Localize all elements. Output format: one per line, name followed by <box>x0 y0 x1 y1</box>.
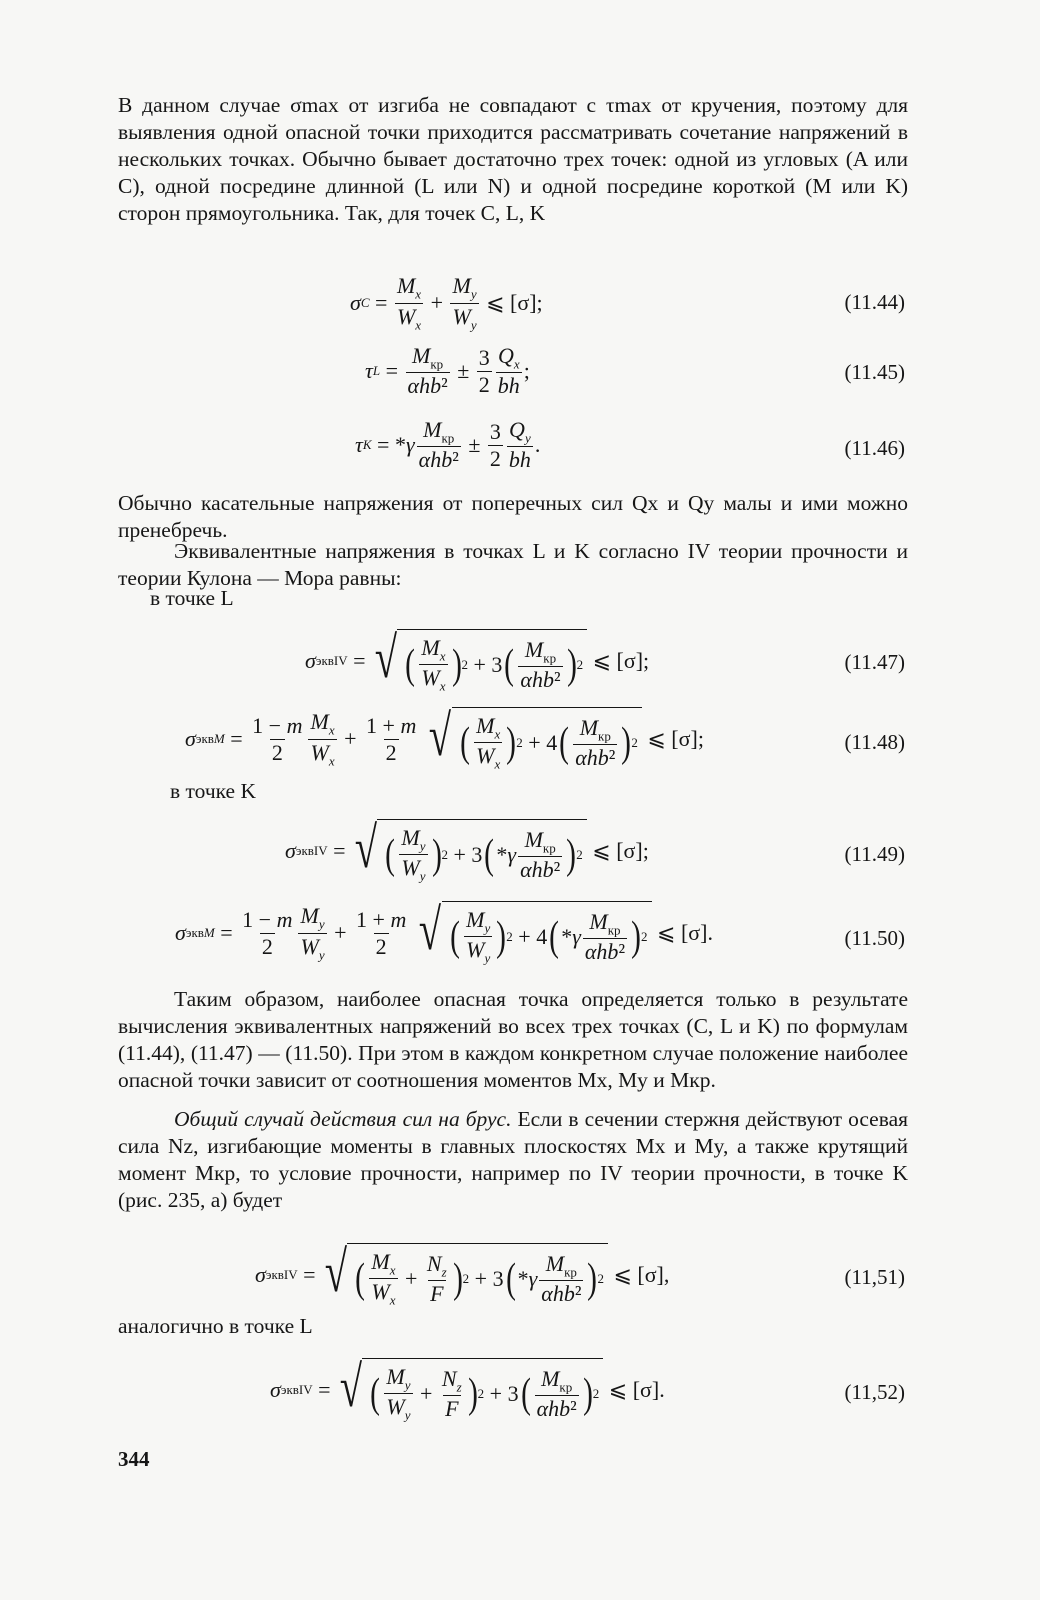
equation-number: (11.48) <box>844 730 905 754</box>
equation-11-51: σ эквIV = √ ( $M_x$ $W_x$ + $N_z$ F ) 2 + 3 ( * γ $M_{кр}$ αhb² ) 2 ⩽ [σ], <box>255 1238 670 1308</box>
equation-number: (11.45) <box>844 360 905 384</box>
run-in-heading: Общий случай действия сил на брус. <box>174 1107 512 1131</box>
paragraph-conclusion: Таким образом, наиболее опасная точка определяется только в результате вычисления эквивалентных напряжений во всех трех точках (C, L и K) по формулам (11.44), (11.47) — (11.50). При этом в каждом конкретном случае положение наиболее опасной точки зависит от соотношения моментов Mx, My и Mкр. <box>118 987 908 1092</box>
equation-11-49: σ эквIV = √ ( $M_y$ $W_y$ ) 2 + 3 ( * γ $M_{кр}$ αhb² ) 2 ⩽ [σ]; <box>285 814 649 884</box>
label-point-k: в точке K <box>170 779 256 803</box>
label-point-l: в точке L <box>150 586 234 610</box>
equation-number: (11,52) <box>844 1380 905 1404</box>
equation-11-44: σ C = $M_x$ $W_x$ + $M_y$ $W_y$ ⩽ [σ]; <box>350 273 543 332</box>
equation-number: (11.50) <box>844 926 905 950</box>
paragraph-equivalent: Эквивалентные напряжения в точках L и K согласно IV теории прочности и теории Кулона — Мора равны: <box>118 539 908 590</box>
equation-11-45: τ L = $M_{кр}$ αhb² ± 3 2 $Q_x$ bh ; <box>365 343 530 399</box>
equation-number: (11,51) <box>844 1265 905 1289</box>
equation-number: (11.44) <box>844 290 905 314</box>
paragraph-shear-note: Обычно касательные напряжения от поперечных сил Qx и Qy малы и ими можно пренебречь. <box>118 491 908 542</box>
equation-11-48: σ эквM = 1 − m 2 $M_x$ $W_x$ + 1 + m 2 √ ( $M_x$ $W_x$ ) 2 + 4 ( $M_{кр}$ αhb² ) 2 ⩽ [σ]; <box>185 702 704 772</box>
equation-number: (11.49) <box>844 842 905 866</box>
paragraph-intro: В данном случае σmax от изгиба не совпадают с τmax от кручения, поэтому для выявления одной опасной точки приходится рассматривать сочетание напряжений в нескольких точках. Обычно бывает достаточно трех точек: одной из угловых (A или C), одной посредине длинной (L или N) и одной посредине короткой (M или K) сторон прямоугольника. Так, для точек C, L, K <box>118 93 908 225</box>
equation-11-47: σ эквIV = √ ( $M_x$ $W_x$ ) 2 + 3 ( $M_{кр}$ αhb² ) 2 ⩽ [σ]; <box>305 624 650 694</box>
equation-number: (11.46) <box>844 436 905 460</box>
equation-11-52: σ эквIV = √ ( $M_y$ $W_y$ + $N_z$ F ) 2 + 3 ( $M_{кр}$ αhb² ) 2 ⩽ [σ]. <box>270 1353 665 1423</box>
equation-number: (11.47) <box>844 650 905 674</box>
general-case-body: Если в сечении стержня действуют осевая сила Nz, изгибающие моменты в главных плоскостях Mx и My, а также крутящий момент Mкр, то условие прочности, например по IV теории прочности, в точке K (рис. 235, a) будет <box>118 1107 909 1212</box>
page-number: 344 <box>118 1447 150 1471</box>
equation-11-46: τ K = * γ $M_{кр}$ αhb² ± 3 2 $Q_y$ bh . <box>355 417 541 473</box>
paragraph-general-case <box>118 1106 908 1214</box>
label-point-l-analog: аналогично в точке L <box>118 1314 313 1338</box>
equation-11-50: σ эквM = 1 − m 2 $M_y$ $W_y$ + 1 + m 2 √ ( $M_y$ $W_y$ ) 2 + 4 ( * γ $M_{кр}$ αhb² ) 2 ⩽ [σ]. <box>175 896 713 966</box>
